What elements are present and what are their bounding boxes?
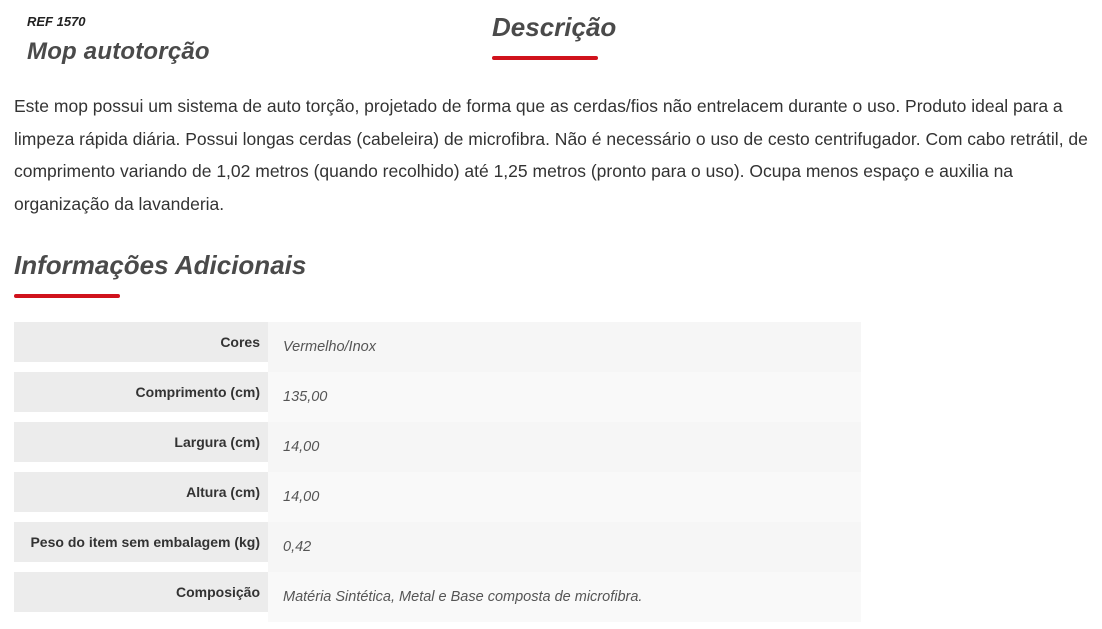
description-text: Este mop possui um sistema de auto torção, projetado de forma que as cerdas/fios não entrelacem durante o uso. Produto ideal para a limpeza rápida diária. Possui longas cerdas (cabeleira) de microfibra. Não é necessário o uso de cesto centrifugador. Com cabo retrátil, de comprimento variando de 1,02 metros (quando recolhido) até 1,25 metros (pronto para o uso). Ocupa menos espaço e auxilia na organização da lavanderia. bbox=[14, 96, 1088, 214]
info-value: 0,42 bbox=[268, 522, 861, 572]
info-label: Comprimento (cm) bbox=[14, 372, 268, 412]
info-label: Composição bbox=[14, 572, 268, 612]
product-ref: REF 1570 bbox=[27, 14, 86, 29]
info-label: Peso do item sem embalagem (kg) bbox=[14, 522, 268, 562]
info-value: Matéria Sintética, Metal e Base composta de microfibra. bbox=[268, 572, 861, 622]
info-label: Altura (cm) bbox=[14, 472, 268, 512]
product-name: Mop autotorção bbox=[27, 38, 210, 65]
info-row-comprimento bbox=[14, 372, 861, 422]
additional-info-table bbox=[14, 322, 861, 622]
info-row-cores bbox=[14, 322, 861, 372]
info-label: Cores bbox=[14, 322, 268, 362]
info-row-altura bbox=[14, 472, 861, 522]
description-title[interactable]: Descrição bbox=[492, 12, 617, 42]
info-row-peso bbox=[14, 522, 861, 572]
additional-info-title[interactable]: Informações Adicionais bbox=[14, 250, 307, 280]
info-label: Largura (cm) bbox=[14, 422, 268, 462]
info-row-composicao bbox=[14, 572, 861, 622]
info-value: 14,00 bbox=[268, 422, 861, 472]
info-row-largura bbox=[14, 422, 861, 472]
additional-info-title-underline bbox=[14, 294, 120, 298]
info-value: 135,00 bbox=[268, 372, 861, 422]
info-value: 14,00 bbox=[268, 472, 861, 522]
description-title-underline bbox=[492, 56, 598, 60]
info-value: Vermelho/Inox bbox=[268, 322, 861, 372]
